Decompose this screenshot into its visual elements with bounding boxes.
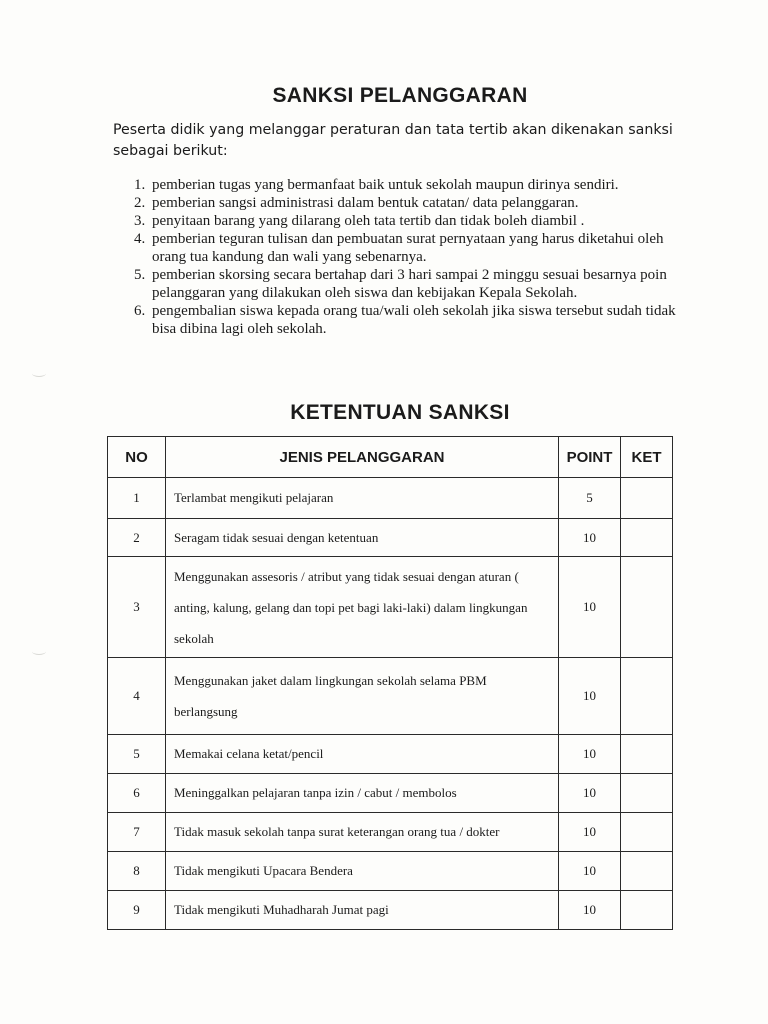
cell-no: 5: [108, 735, 166, 774]
table-header-row: [108, 437, 673, 478]
header-no: NO: [108, 437, 166, 478]
table-row: [108, 557, 673, 658]
list-item: 3. penyitaan barang yang dilarang oleh tata tertib dan tidak boleh diambil .: [134, 213, 585, 229]
cell-no: 7: [108, 813, 166, 852]
cell-ket: [621, 774, 673, 813]
table-title: KETENTUAN SANKSI: [290, 401, 510, 424]
sanction-table: [107, 436, 673, 930]
table-row: [108, 478, 673, 519]
cell-jenis: Tidak masuk sekolah tanpa surat keterangan orang tua / dokter: [166, 813, 559, 852]
cell-ket: [621, 478, 673, 519]
cell-jenis: Meninggalkan pelajaran tanpa izin / cabut / membolos: [166, 774, 559, 813]
cell-ket: [621, 557, 673, 658]
table-row: [108, 813, 673, 852]
list-item: 1. pemberian tugas yang bermanfaat baik untuk sekolah maupun dirinya sendiri.: [134, 177, 619, 193]
table-row: [108, 852, 673, 891]
cell-point: 10: [559, 519, 621, 557]
cell-no: 8: [108, 852, 166, 891]
cell-point: 5: [559, 478, 621, 519]
cell-no: 2: [108, 519, 166, 557]
cell-point: 10: [559, 735, 621, 774]
cell-jenis: Tidak mengikuti Upacara Bendera: [166, 852, 559, 891]
cell-no: 6: [108, 774, 166, 813]
cell-ket: [621, 813, 673, 852]
sanction-list: [108, 176, 678, 338]
table-row: [108, 891, 673, 930]
list-item: 2. pemberian sangsi administrasi dalam bentuk catatan/ data pelanggaran.: [134, 195, 579, 211]
header-point: POINT: [559, 437, 621, 478]
cell-ket: [621, 735, 673, 774]
cell-no: 1: [108, 478, 166, 519]
cell-jenis: Menggunakan jaket dalam lingkungan sekolah selama PBM berlangsung: [166, 658, 559, 735]
scan-mark: [32, 370, 46, 377]
list-item: 4. pemberian teguran tulisan dan pembuatan surat pernyataan yang harus diketahui oleh orang tua kandung dan wali yang sebenarnya.: [134, 231, 664, 265]
cell-ket: [621, 519, 673, 557]
cell-ket: [621, 658, 673, 735]
cell-no: 3: [108, 557, 166, 658]
cell-ket: [621, 891, 673, 930]
cell-point: 10: [559, 774, 621, 813]
cell-jenis: Tidak mengikuti Muhadharah Jumat pagi: [166, 891, 559, 930]
table-row: [108, 658, 673, 735]
cell-jenis: Memakai celana ketat/pencil: [166, 735, 559, 774]
header-ket: KET: [621, 437, 673, 478]
cell-jenis: Seragam tidak sesuai dengan ketentuan: [166, 519, 559, 557]
table-row: [108, 774, 673, 813]
cell-point: 10: [559, 658, 621, 735]
cell-jenis: Terlambat mengikuti pelajaran: [166, 478, 559, 519]
cell-point: 10: [559, 557, 621, 658]
list-item: 6. pengembalian siswa kepada orang tua/wali oleh sekolah jika siswa tersebut sudah tidak bisa dibina lagi oleh sekolah.: [134, 303, 676, 337]
cell-no: 4: [108, 658, 166, 735]
cell-jenis: Menggunakan assesoris / atribut yang tidak sesuai dengan aturan ( anting, kalung, gelang dan topi pet bagi laki-laki) dalam lingkungan sekolah: [166, 557, 559, 658]
intro-paragraph: Peserta didik yang melanggar peraturan dan tata tertib akan dikenakan sanksi sebagai berikut:: [113, 122, 673, 159]
list-item: 5. pemberian skorsing secara bertahap dari 3 hari sampai 2 minggu sesuai besarnya poin pelanggaran yang dilakukan oleh siswa dan kebijakan Kepala Sekolah.: [134, 267, 667, 301]
cell-ket: [621, 852, 673, 891]
scan-mark: [32, 648, 46, 655]
page-title: SANKSI PELANGGARAN: [272, 84, 528, 107]
table-row: [108, 519, 673, 557]
header-jenis: JENIS PELANGGARAN: [166, 437, 559, 478]
table-row: [108, 735, 673, 774]
cell-point: 10: [559, 891, 621, 930]
cell-point: 10: [559, 852, 621, 891]
cell-point: 10: [559, 813, 621, 852]
cell-no: 9: [108, 891, 166, 930]
